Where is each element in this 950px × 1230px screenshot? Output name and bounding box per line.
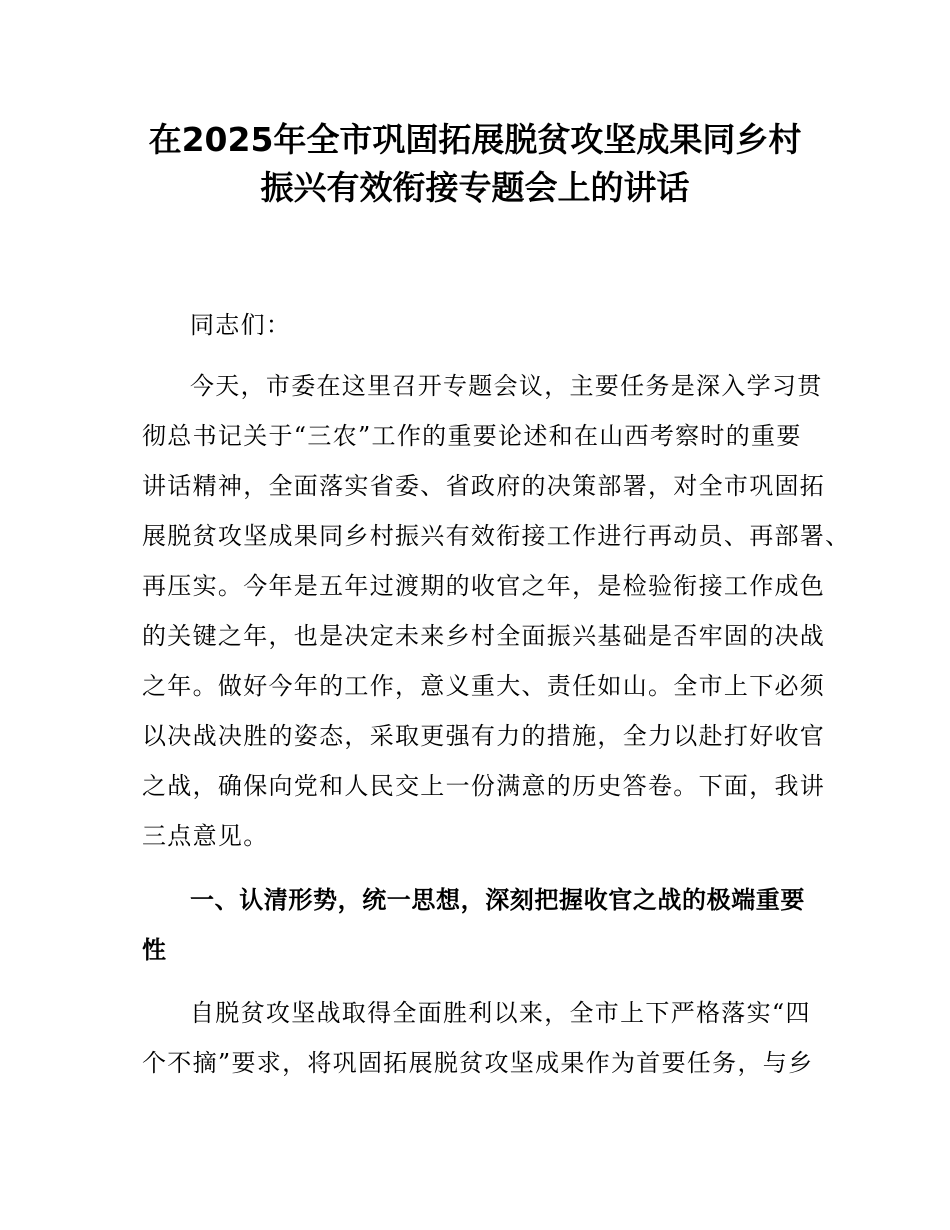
intro-line: 以决战决胜的姿态，采取更强有力的措施，全力以赴打好收官 — [142, 722, 826, 750]
salutation: 同志们： — [190, 311, 292, 339]
section-heading-line: 性 — [142, 936, 167, 964]
intro-line: 三点意见。 — [142, 822, 269, 850]
section-line: 个不摘”要求，将巩固拓展脱贫攻坚成果作为首要任务，与乡 — [142, 1049, 814, 1077]
intro-line: 讲话精神，全面落实省委、省政府的决策部署，对全市巩固拓 — [142, 472, 826, 500]
document-title-line-1: 在2025年全市巩固拓展脱贫攻坚成果同乡村 — [148, 120, 802, 159]
document-title-line-2: 振兴有效衔接专题会上的讲话 — [260, 168, 690, 207]
intro-line: 展脱贫攻坚成果同乡村振兴有效衔接工作进行再动员、再部署、 — [142, 522, 851, 550]
section-heading-line: 一、认清形势，统一思想，深刻把握收官之战的极端重要 — [190, 886, 805, 914]
intro-line: 彻总书记关于“三农”工作的重要论述和在山西考察时的重要 — [142, 422, 802, 450]
intro-line: 之战，确保向党和人民交上一份满意的历史答卷。下面，我讲 — [142, 772, 826, 800]
intro-line: 再压实。今年是五年过渡期的收官之年，是检验衔接工作成色 — [142, 572, 826, 600]
section-line: 自脱贫攻坚战取得全面胜利以来，全市上下严格落实“四 — [190, 999, 811, 1027]
intro-line: 今天，市委在这里召开专题会议，主要任务是深入学习贯 — [190, 372, 823, 400]
intro-line: 之年。做好今年的工作，意义重大、责任如山。全市上下必须 — [142, 672, 826, 700]
intro-line: 的关键之年，也是决定未来乡村全面振兴基础是否牢固的决战 — [142, 622, 826, 650]
